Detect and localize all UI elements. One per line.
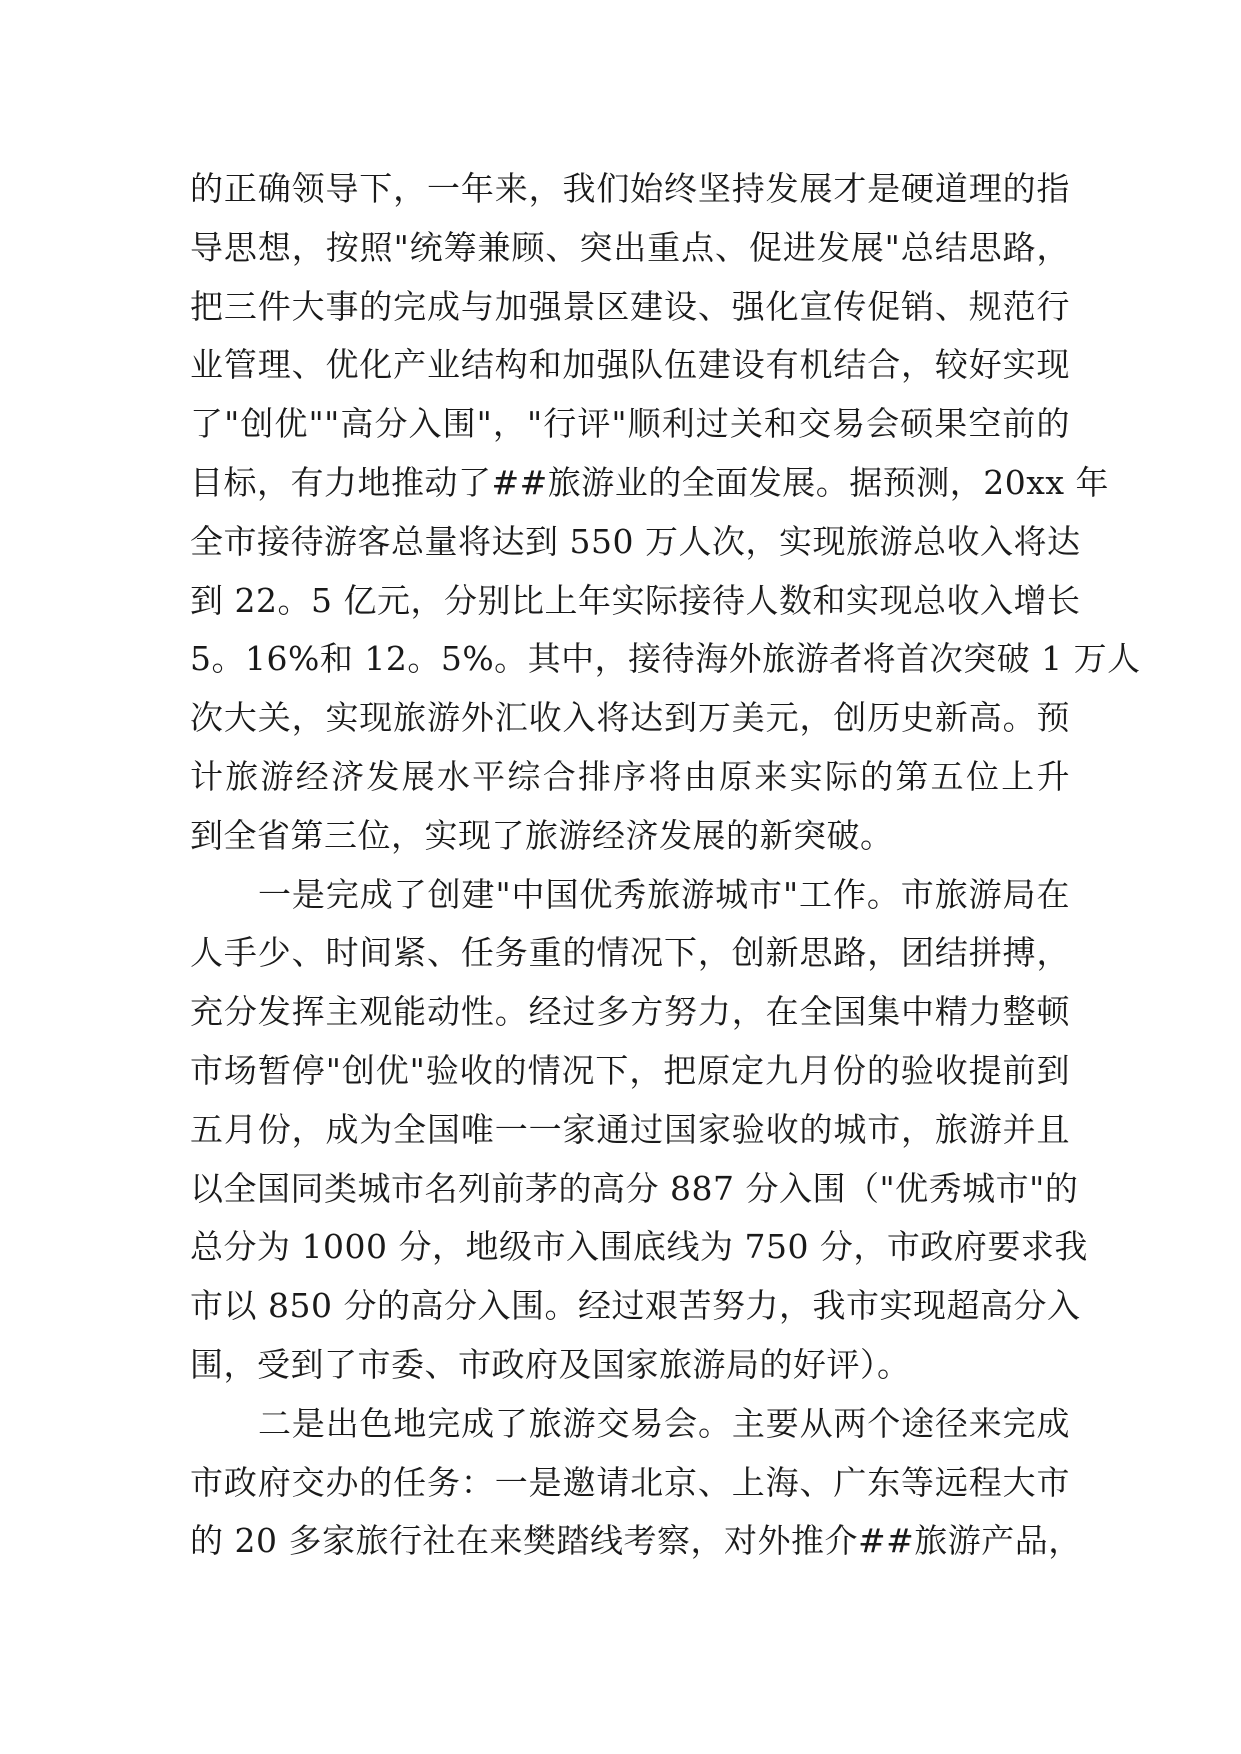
text-line: 二是出色地完成了旅游交易会。主要从两个途径来完成 [258, 1403, 1070, 1443]
text-line: 计旅游经济发展水平综合排序将由原来实际的第五位上升 [190, 756, 1070, 796]
text-line: 一是完成了创建"中国优秀旅游城市"工作。市旅游局在 [258, 874, 1070, 914]
text-line: 把三件大事的完成与加强景区建设、强化宣传促销、规范行 [190, 286, 1070, 326]
text-line: 的正确领导下，一年来，我们始终坚持发展才是硬道理的指 [190, 169, 1070, 208]
text-line: 充分发挥主观能动性。经过多方努力，在全国集中精力整顿 [190, 992, 1070, 1032]
text-line: 人手少、时间紧、任务重的情况下，创新思路，团结拼搏， [190, 933, 1070, 973]
text-line: 市场暂停"创优"验收的情况下，把原定九月份的验收提前到 [190, 1050, 1070, 1090]
text-line: 围，受到了市委、市政府及国家旅游局的好评）。 [190, 1344, 911, 1384]
text-line: 市以 850 分的高分入围。经过艰苦努力，我市实现超高分入 [190, 1286, 1081, 1326]
text-line: 五月份，成为全国唯一一家通过国家验收的城市，旅游并且 [190, 1109, 1070, 1149]
text-line: 了"创优""高分入围"，"行评"顺利过关和交易会硕果空前的 [190, 404, 1070, 444]
text-line: 导思想，按照"统筹兼顾、突出重点、促进发展"总结思路， [190, 227, 1070, 267]
text-line: 业管理、优化产业结构和加强队伍建设有机结合，较好实现 [190, 345, 1070, 385]
text-line: 市政府交办的任务：一是邀请北京、上海、广东等远程大市 [190, 1462, 1070, 1502]
text-line: 以全国同类城市名列前茅的高分 887 分入围（"优秀城市"的 [190, 1168, 1079, 1208]
text-line: 目标，有力地推动了##旅游业的全面发展。据预测，20xx 年 [190, 462, 1110, 502]
paragraph-intro [190, 160, 1141, 866]
text-line: 的 20 多家旅行社在来樊踏线考察，对外推介##旅游产品， [190, 1521, 1082, 1561]
text-line: 5。16%和 12。5%。其中，接待海外旅游者将首次突破 1 万人 [190, 639, 1141, 679]
document-body [190, 160, 1141, 1571]
paragraph-point-one [190, 866, 1088, 1395]
text-line: 总分为 1000 分，地级市入围底线为 750 分，市政府要求我 [190, 1227, 1088, 1267]
text-line: 到 22。5 亿元，分别比上年实际接待人数和实现总收入增长 [190, 580, 1081, 620]
text-line: 到全省第三位，实现了旅游经济发展的新突破。 [190, 815, 894, 855]
text-line: 全市接待游客总量将达到 550 万人次，实现旅游总收入将达 [190, 521, 1081, 561]
text-line: 次大关，实现旅游外汇收入将达到万美元，创历史新高。预 [190, 698, 1070, 738]
paragraph-point-two [190, 1395, 1082, 1571]
